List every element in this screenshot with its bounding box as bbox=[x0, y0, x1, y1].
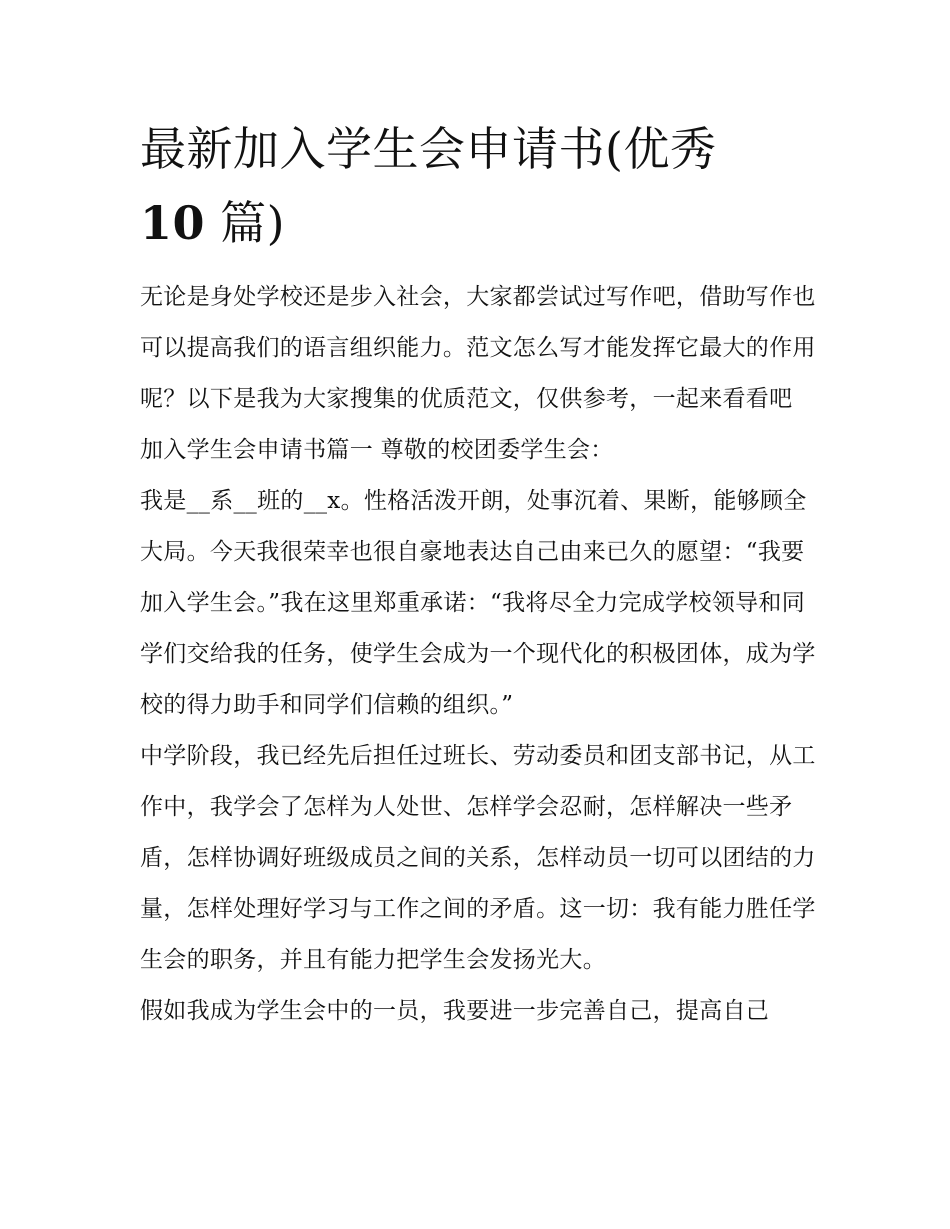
paragraph-heading: 加入学生会申请书篇一 尊敬的校团委学生会： bbox=[140, 437, 614, 463]
title-number: 10 bbox=[140, 196, 206, 250]
title-text: 最新加入学生会申请书(优秀 bbox=[140, 122, 717, 176]
paragraph-experience: 中学阶段，我已经先后担任过班长、劳动委员和团支部书记，从工作中，我学会了怎样为人处世、怎样学会忍耐，怎样解决一些矛盾，怎样协调好班级成员之间的关系，怎样动员一切可以团结的力量，怎样处理好学习与工作之间的矛盾。这一切：我有能力胜任学生会的职务，并且有能力把学生会发扬光大。 bbox=[140, 743, 816, 973]
title-suffix: 篇) bbox=[205, 196, 286, 250]
document-body bbox=[140, 272, 820, 1037]
document-title bbox=[140, 112, 820, 260]
paragraph-intro: 无论是身处学校还是步入社会，大家都尝试过写作吧，借助写作也可以提高我们的语言组织能力。范文怎么写才能发挥它最大的作用呢？以下是我为大家搜集的优质范文，仅供参考，一起来看看吧 bbox=[140, 284, 816, 412]
document-content bbox=[140, 112, 820, 1037]
paragraph-commitment: 假如我成为学生会中的一员，我要进一步完善自己，提高自己 bbox=[140, 998, 770, 1024]
paragraph-self-intro: 我是__系__班的__x。性格活泼开朗，处事沉着、果断，能够顾全大局。今天我很荣幸也很自豪地表达自己由来已久的愿望：“我要加入学生会。”我在这里郑重承诺：“我将尽全力完成学校领导和同学们交给我的任务，使学生会成为一个现代化的积极团体，成为学校的得力助手和同学们信赖的组织。” bbox=[140, 488, 816, 718]
